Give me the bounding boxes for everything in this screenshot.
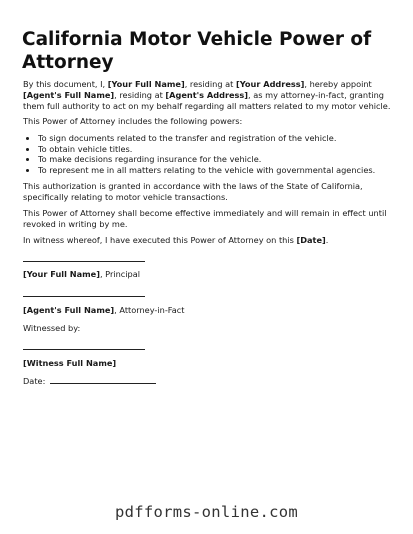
principal-signature-line[interactable]	[23, 261, 145, 262]
list-item: • To represent me in all matters relating to the vehicle with governmental agencies.	[38, 165, 398, 176]
date-field: Date:	[23, 376, 156, 386]
watermark-footer: pdfforms-online.com	[114, 503, 298, 521]
agent-address-placeholder: [Agent's Address]	[165, 89, 249, 100]
agent-name-placeholder: [Agent's Full Name]	[23, 89, 115, 100]
powers-intro: This Power of Attorney includes the following powers:	[23, 116, 243, 126]
witnessed-by-label: Witnessed by:	[23, 323, 81, 333]
principal-name-placeholder: [Your Full Name]	[107, 79, 185, 89]
intro-paragraph: By this document, I, [Your Full Name], residing at [Your Address], hereby appoint [Agent's Full Name], residing at [Agent's Address], as my attorney-in-fact, granting them full authority to act on my behalf regarding all matters related to my motor vehicle.	[23, 79, 391, 111]
principal-signature-label: [Your Full Name], Principal	[23, 269, 141, 279]
principal-address-placeholder: [Your Address]	[235, 79, 305, 89]
list-item: • To sign documents related to the transfer and registration of the vehicle.	[38, 133, 398, 144]
agent-signature-label: [Agent's Full Name], Attorney-in-Fact	[23, 305, 185, 315]
witness-signature-line[interactable]	[23, 349, 145, 350]
list-item: • To obtain vehicle titles.	[38, 144, 398, 155]
authorization-paragraph: This authorization is granted in accordance with the laws of the State of California, specifically relating to motor vehicle transactions.	[23, 181, 363, 202]
date-line[interactable]	[50, 376, 156, 384]
witness-clause: In witness whereof, I have executed this Power of Attorney on this [Date].	[23, 235, 329, 245]
effective-paragraph: This Power of Attorney shall become effective immediately and will remain in effect until revoked in writing by me.	[23, 208, 387, 229]
list-item: • To make decisions regarding insurance for the vehicle.	[38, 154, 398, 165]
agent-signature-line[interactable]	[23, 296, 145, 297]
document-title: California Motor Vehicle Power of Attorney	[22, 29, 372, 73]
date-placeholder: [Date]	[296, 235, 326, 245]
witness-name-label: [Witness Full Name]	[23, 358, 117, 368]
powers-list	[23, 133, 398, 176]
